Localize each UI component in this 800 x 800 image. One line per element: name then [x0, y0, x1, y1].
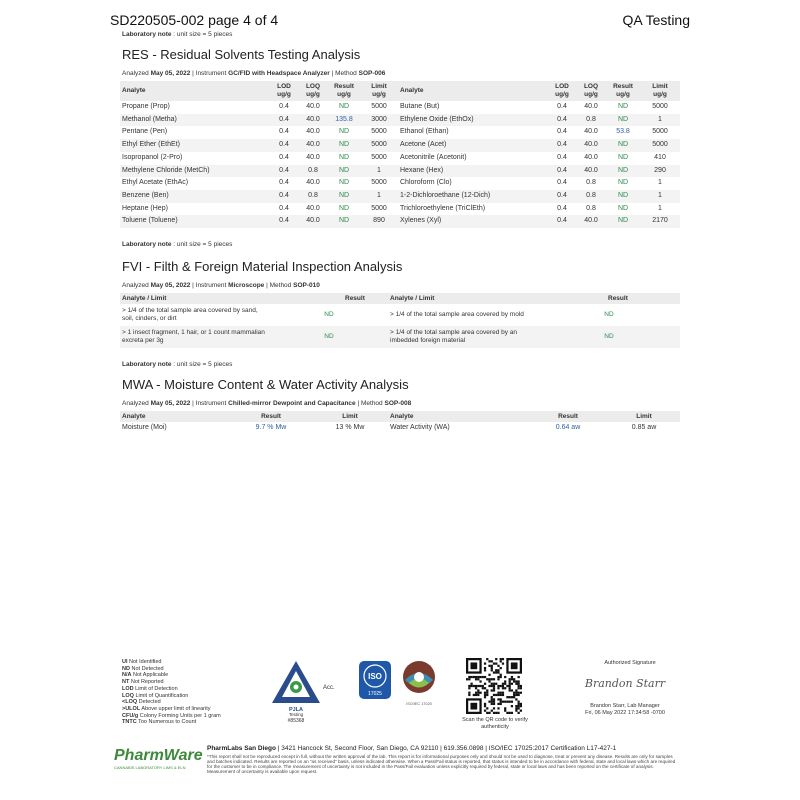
res-cell-loq: 40.0 [306, 115, 320, 123]
res-cell-loq: 40.0 [584, 141, 598, 149]
signature-heading: Authorized Signature [604, 660, 656, 666]
res-cell-a: Benzene (Ben) [122, 191, 169, 199]
res-cell-lod: 0.4 [557, 217, 567, 225]
res-cell-res: ND [617, 141, 629, 149]
col-limit-2: Limit ug/g [652, 83, 668, 98]
res-table-row [120, 203, 680, 216]
fvi-results-table [120, 293, 680, 348]
res-cell-lod: 0.4 [279, 141, 289, 149]
lab-address [207, 745, 616, 752]
res-cell-lim: 5000 [371, 204, 387, 212]
res-cell-loq: 40.0 [306, 204, 320, 212]
res-cell-loq: 40.0 [584, 217, 598, 225]
res-cell-res: ND [617, 166, 629, 174]
res-cell-res: ND [338, 217, 350, 225]
legend-item: UI Not Identified [122, 659, 162, 665]
res-cell-res: ND [617, 103, 629, 110]
res-cell-res: ND [617, 179, 629, 187]
res-cell-a: Propane (Prop) [122, 103, 170, 110]
pjla-acc-text: Acc. [323, 685, 335, 691]
res-cell-a: Hexane (Hex) [400, 166, 444, 174]
col-result-2: Result ug/g [613, 83, 633, 98]
mwa-analyzed-line: Analyzed May 05, 2022 | Instrument Chilled-mirror Dewpoint and Capacitance | Method SOP-008 [122, 400, 412, 407]
pharmware-logo [112, 742, 204, 774]
legend-item: TNTC Too Numerous to Count [122, 719, 197, 726]
res-cell-loq: 0.8 [586, 179, 596, 187]
col-lod-2: LOD ug/g [555, 83, 569, 98]
res-cell-loq: 0.8 [308, 166, 318, 174]
res-cell-res: ND [338, 191, 350, 199]
res-cell-lim: 5000 [652, 128, 668, 136]
lab-note-fvi: Laboratory note : unit size = 5 pieces [122, 361, 233, 368]
mwa-row: Moisture (Moi) 9.7 % Mw 13 % Mw Water Activity (WA) 0.64 aw 0.85 aw [122, 424, 657, 431]
res-cell-a: Ethyl Ether (EthEt) [122, 141, 180, 149]
res-cell-loq: 40.0 [306, 141, 320, 149]
res-cell-res: ND [338, 103, 350, 110]
lab-name: PharmLabs San Diego [207, 745, 276, 752]
res-cell-lod: 0.4 [279, 217, 289, 225]
res-cell-lod: 0.4 [557, 191, 567, 199]
res-cell-lim: 3000 [371, 115, 387, 123]
signer-name: Brandon Starr, Lab Manager [590, 703, 660, 709]
res-cell-a: Ethanol (Ethan) [400, 128, 449, 136]
res-cell-lod: 0.4 [557, 204, 567, 212]
res-cell-res: ND [338, 179, 350, 187]
res-cell-res: ND [338, 128, 350, 136]
res-cell-lod: 0.4 [279, 191, 289, 199]
lab-note-label: Laboratory note [122, 31, 172, 38]
res-cell-loq: 40.0 [306, 128, 320, 136]
iso-number: 17025 [368, 691, 382, 697]
res-table-row [120, 126, 680, 139]
res-cell-res: ND [338, 141, 350, 149]
legend-item: N/A Not Applicable [122, 672, 169, 679]
res-cell-a: Isopropanol (2-Pro) [122, 153, 183, 161]
res-table-row [120, 152, 680, 165]
res-cell-res: ND [617, 153, 629, 161]
legend-item: <LOQ Detected [122, 699, 161, 706]
res-cell-res: ND [617, 204, 629, 212]
document-id: SD220505-002 page 4 of 4 [110, 12, 279, 28]
res-cell-lim: 410 [654, 153, 666, 161]
res-cell-a: Toluene (Toluene) [122, 217, 178, 225]
fvi-row-2: > 1 insect fragment, 1 hair, or 1 count mammalian excreta per 3g ND > 1/4 of the total sample area covered by an imbedded foreign material ND [120, 326, 680, 348]
res-cell-a: Xylenes (Xyl) [400, 217, 442, 225]
res-cell-lim: 2170 [652, 217, 668, 225]
res-cell-a: Acetonitrile (Acetonit) [400, 153, 467, 161]
res-cell-lim: 1 [658, 115, 662, 123]
res-cell-lim: 5000 [371, 179, 387, 187]
res-cell-loq: 40.0 [306, 179, 320, 187]
res-section-title: RES - Residual Solvents Testing Analysis [122, 47, 361, 62]
signature-scrawl: Brandon Starr [584, 677, 666, 690]
lab-note-text: : unit size = 5 pieces [173, 31, 233, 38]
res-cell-lod: 0.4 [557, 179, 567, 187]
res-cell-a: Ethylene Oxide (EthOx) [400, 115, 474, 123]
disclaimer-text: *This report shall not be reproduced except in full, without the written approval of the lab. This report is for informational purposes only and should not be used to diagnose, treat or prevent any disease. Results are only for samples and batches indicated. Results are reported on an "as received" basis, unless indicated otherwise. When a Pass/Fail status is reported, that status is intended to be in accordance with federal, state and local laws which are required for the customer to be in compliance. The measurement of uncertainty is not included in the Pass/Fail evaluation unless explicitly required by federal, state or local laws and has been reported on the certificate of analysis. Measurement of uncertainty is available upon request. [207, 754, 676, 774]
res-cell-a: Chloroform (Clo) [400, 179, 452, 187]
res-table-row [120, 114, 680, 127]
col-loq-2: LOQ ug/g [583, 83, 599, 98]
pjla-sub: Testing [288, 712, 304, 717]
lab-note-top [122, 31, 232, 38]
res-cell-lim: 5000 [652, 141, 668, 149]
pjla-number: #85368 [287, 718, 305, 723]
res-table-row [120, 215, 680, 228]
res-cell-loq: 40.0 [584, 166, 598, 174]
res-cell-res: ND [338, 166, 350, 174]
brand-text: PharmWare [114, 747, 203, 764]
abbreviation-legend [122, 659, 242, 726]
res-analyzed-line: Analyzed May 05, 2022 | Instrument GC/FID with Headspace Analyzer | Method SOP-006 [122, 70, 386, 77]
res-cell-a: Methylene Chloride (MetCh) [122, 166, 210, 174]
res-cell-a: 1-2-Dichloroethane (12-Dich) [400, 191, 491, 199]
signature-block [565, 703, 685, 717]
legend-item: NT Not Reported [122, 679, 164, 686]
res-cell-lim: 1 [658, 179, 662, 187]
header-right-title: QA Testing [622, 12, 690, 28]
res-cell-res: ND [338, 204, 350, 212]
res-cell-a: Butane (But) [400, 103, 440, 110]
res-cell-lod: 0.4 [279, 166, 289, 174]
iso-badge-icon [358, 660, 392, 700]
col-analyte: Analyte [122, 87, 146, 94]
res-cell-lim: 5000 [371, 103, 387, 110]
res-cell-loq: 40.0 [306, 153, 320, 161]
res-table-row [120, 139, 680, 152]
mwa-section-title: MWA - Moisture Content & Water Activity Analysis [122, 377, 409, 392]
lab-note-res: Laboratory note : unit size = 5 pieces [122, 241, 233, 248]
res-cell-lod: 0.4 [557, 128, 567, 136]
res-cell-lim: 1 [377, 166, 381, 174]
res-cell-loq: 40.0 [584, 153, 598, 161]
res-cell-loq: 40.0 [306, 217, 320, 225]
res-cell-a: Pentane (Pen) [122, 128, 168, 136]
res-table-row [120, 190, 680, 203]
res-cell-lod: 0.4 [279, 204, 289, 212]
mwa-table-header: Analyte Result Limit Analyte Result Limit [120, 411, 680, 422]
res-cell-a: Ethyl Acetate (EthAc) [122, 179, 189, 187]
col-lod: LOD ug/g [277, 83, 291, 98]
fvi-row-1: > 1/4 of the total sample area covered by sand, soil, cinders, or dirt ND > 1/4 of the total sample area covered by mold ND [122, 307, 614, 322]
accreditation-ring-icon [399, 658, 439, 708]
res-cell-lod: 0.4 [557, 115, 567, 123]
res-cell-lod: 0.4 [557, 153, 567, 161]
pjla-text: PJLA [288, 707, 304, 713]
res-cell-lod: 0.4 [279, 128, 289, 136]
res-cell-a: Heptane (Hep) [122, 204, 168, 212]
res-cell-loq: 40.0 [584, 128, 598, 136]
res-cell-lod: 0.4 [279, 179, 289, 187]
col-limit: Limit ug/g [371, 83, 387, 98]
res-cell-lim: 5000 [652, 103, 668, 110]
res-cell-res: ND [617, 191, 629, 199]
res-results-table [120, 81, 680, 228]
res-cell-lim: 5000 [371, 141, 387, 149]
qr-caption: Scan the QR code to verify authenticity [462, 717, 528, 730]
iso-text: ISO [368, 672, 382, 681]
fvi-section-title: FVI - Filth & Foreign Material Inspection Analysis [122, 259, 403, 274]
res-cell-lod: 0.4 [557, 103, 567, 110]
res-cell-res: ND [338, 153, 350, 161]
col-loq: LOQ ug/g [305, 83, 321, 98]
legend-item: >ULOL Above upper limit of linearity [122, 705, 211, 712]
res-cell-lim: 5000 [371, 153, 387, 161]
res-cell-loq: 0.8 [308, 191, 318, 199]
res-cell-lim: 5000 [371, 128, 387, 136]
pjla-accreditation-logo [268, 657, 340, 723]
mwa-results-table [120, 411, 680, 435]
res-cell-res: ND [617, 115, 629, 123]
res-table-row [120, 165, 680, 178]
res-table-row [120, 177, 680, 190]
res-cell-loq: 0.8 [586, 204, 596, 212]
qr-code-icon[interactable] [466, 658, 522, 714]
res-cell-lod: 0.4 [279, 153, 289, 161]
fvi-analyzed-line: Analyzed May 05, 2022 | Instrument Microscope | Method SOP-010 [122, 282, 320, 289]
legend-item: LOD Limit of Detection [122, 685, 178, 692]
signature-date: Fri, 06 May 2022 17:34:58 -0700 [585, 710, 665, 716]
res-cell-lod: 0.4 [557, 141, 567, 149]
res-cell-lim: 1 [377, 191, 381, 199]
res-cell-res: 135.8 [335, 115, 353, 123]
res-cell-res: ND [617, 217, 629, 225]
res-cell-loq: 40.0 [306, 103, 320, 110]
res-cell-lim: 290 [654, 166, 666, 174]
legend-item: CFU/g Colony Forming Units per 1 gram [122, 712, 221, 719]
res-cell-loq: 0.8 [586, 191, 596, 199]
res-cell-a: Trichloroethylene (TriClEth) [400, 204, 486, 212]
res-cell-loq: 0.8 [586, 115, 596, 123]
ring-label: ISO/IEC 17025 [406, 702, 432, 706]
brand-sub: CANNABIS LABORATORY LIMS & ELN [114, 765, 186, 770]
res-cell-loq: 40.0 [584, 103, 598, 110]
legend-item: ND Not Detected [122, 665, 164, 672]
legend-item: LOQ Limit of Quantification [122, 692, 189, 699]
res-cell-a: Acetone (Acet) [400, 141, 447, 149]
col-result: Result ug/g [334, 83, 354, 98]
col-analyte-2: Analyte [400, 87, 424, 94]
res-cell-lod: 0.4 [279, 103, 289, 110]
fvi-table-header: Analyte / Limit Result Analyte / Limit Result [120, 293, 680, 304]
res-cell-a: Methanol (Metha) [122, 115, 177, 123]
res-table-header [120, 81, 680, 101]
res-table-row [120, 101, 680, 114]
res-cell-lod: 0.4 [279, 115, 289, 123]
res-cell-lim: 1 [658, 204, 662, 212]
res-cell-res: 53.8 [616, 128, 630, 136]
res-cell-lim: 1 [658, 191, 662, 199]
res-cell-lod: 0.4 [557, 166, 567, 174]
address-text: | 3421 Hancock St, Second Floor, San Diego, CA 92110 | 619.356.0898 | ISO/IEC 17025:2017 Certification L17-427-1 [277, 745, 617, 752]
res-cell-lim: 890 [373, 217, 385, 225]
